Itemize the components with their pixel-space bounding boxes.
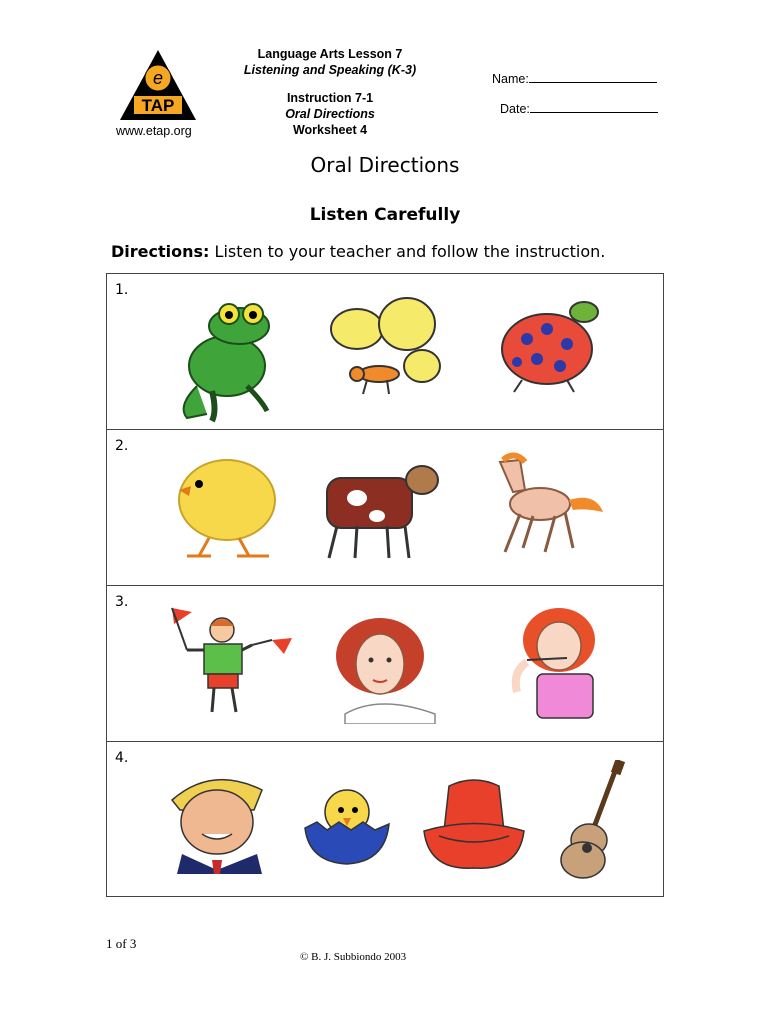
lesson-subtitle: Listening and Speaking (K-3) (243, 63, 417, 77)
page-title: Oral Directions (310, 153, 460, 177)
date-line (530, 100, 658, 113)
instruction-number: Instruction 7-1 (286, 91, 374, 105)
cow-icon (317, 458, 442, 573)
ladybug-icon (492, 294, 612, 399)
boy-with-flags-icon (162, 600, 302, 725)
etap-logo (118, 48, 198, 123)
grid-row-4 (107, 742, 663, 896)
directions-body: Listen to your teacher and follow the instruction. (209, 242, 606, 261)
butterfly-icon (327, 294, 447, 409)
date-field[interactable] (500, 100, 658, 116)
lesson-title: Language Arts Lesson 7 (257, 47, 403, 61)
chick-icon (169, 452, 289, 567)
page-number: 1 of 3 (106, 936, 137, 951)
picture-grid (106, 273, 664, 897)
directions-label: Directions: (111, 242, 210, 261)
copyright: © B. J. Subbiondo 2003 (300, 951, 407, 963)
name-field[interactable] (492, 70, 657, 86)
row-number: 2. (115, 438, 129, 454)
grid-row-2 (107, 430, 663, 586)
man-in-suit-icon (162, 770, 277, 885)
lesson-header (230, 46, 430, 138)
grid-row-1 (107, 274, 663, 430)
page-subtitle: Listen Carefully (309, 205, 461, 225)
woman-portrait-icon (325, 614, 445, 729)
chick-in-egg-icon (297, 782, 397, 877)
logo-url: www.etap.org (116, 124, 192, 138)
date-label: Date: (500, 102, 530, 116)
horse-icon (485, 452, 610, 567)
row-number: 4. (115, 750, 129, 766)
row-number: 3. (115, 594, 129, 610)
girl-brushing-teeth-icon (497, 602, 617, 727)
red-hat-icon (419, 776, 529, 881)
worksheet-number: Worksheet 4 (292, 123, 368, 137)
instruction-name: Oral Directions (285, 107, 375, 121)
guitar-icon (559, 760, 639, 885)
logo-letters-tap: TAP (141, 96, 175, 115)
frog-icon (167, 296, 287, 431)
row-number: 1. (115, 282, 129, 298)
name-label: Name: (492, 72, 529, 86)
directions-text (111, 242, 605, 261)
name-line (529, 70, 657, 83)
grid-row-3 (107, 586, 663, 742)
logo-letter-e: e (152, 68, 164, 88)
